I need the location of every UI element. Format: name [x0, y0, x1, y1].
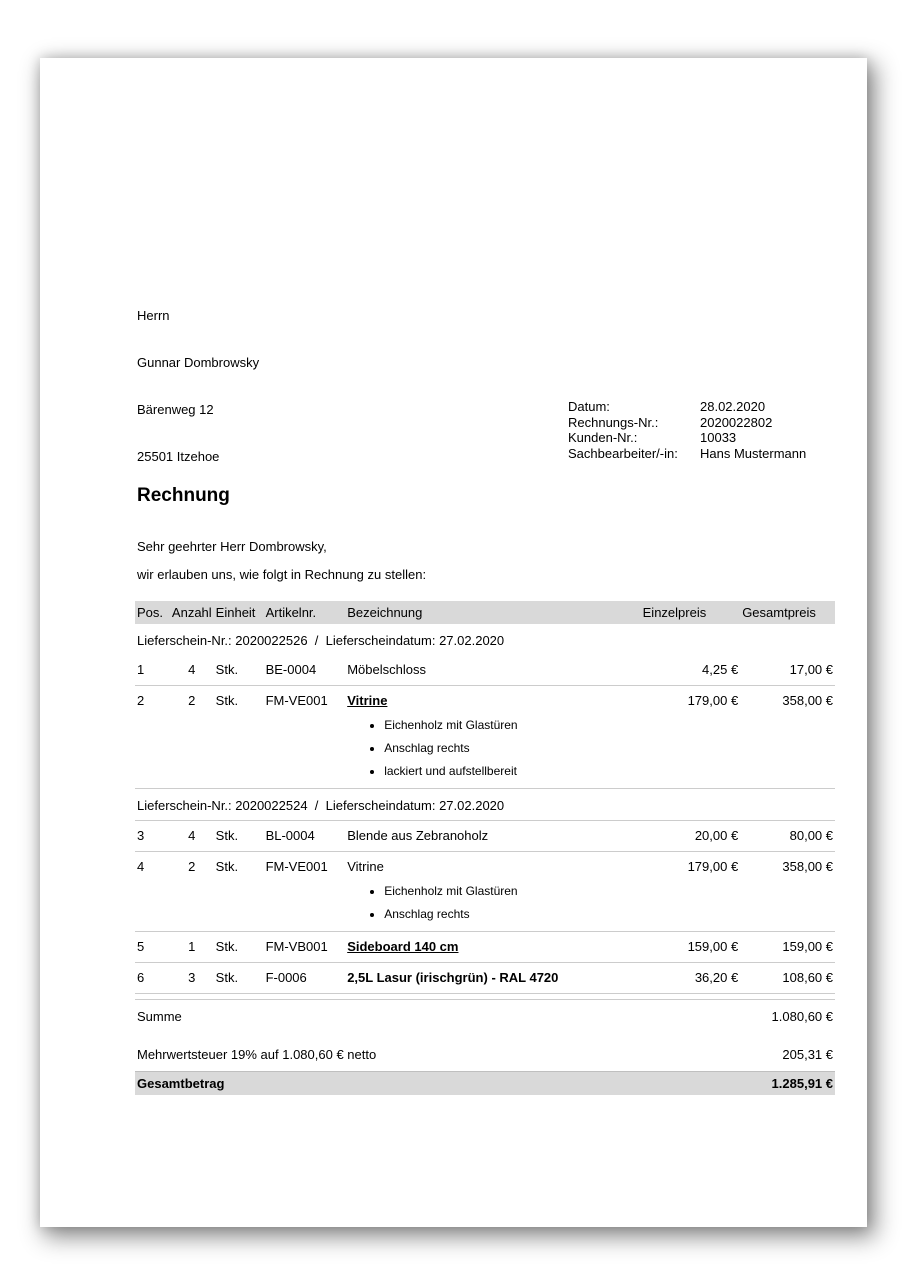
item-option-list: [347, 884, 638, 921]
col-header-einheit: Einheit: [214, 601, 264, 624]
invoice-page: [40, 58, 867, 1227]
meta-value-date: 28.02.2020: [700, 399, 766, 414]
meta-value-invoice-number: 2020022802: [700, 414, 773, 430]
subtotal-label: Summe: [137, 1009, 182, 1024]
table-row: [135, 852, 835, 932]
item-pos: 5: [135, 932, 170, 963]
col-header-pos: Pos.: [135, 601, 170, 624]
col-header-bezeichnung: Bezeichnung: [345, 601, 640, 624]
meta-value-customer-number: 10033: [700, 430, 737, 446]
item-pos: 1: [135, 655, 170, 686]
item-unit: Stk.: [214, 852, 264, 932]
table-row: [135, 655, 835, 686]
delivery-note-text: Lieferschein-Nr.: 2020022524 / Lieferscheindatum: 27.02.2020: [135, 789, 835, 821]
recipient-salutation: Herrn: [137, 308, 170, 324]
item-unit: Stk.: [214, 932, 264, 963]
grand-total-row: [135, 1071, 835, 1095]
recipient-city: 25501 Itzehoe: [137, 448, 220, 464]
meta-label-customer-number: Kunden-Nr.:: [568, 430, 638, 446]
item-qty: 1: [170, 932, 214, 963]
item-unit: Stk.: [214, 963, 264, 994]
col-header-gesamtpreis: Gesamtpreis: [740, 601, 835, 624]
table-row: [135, 821, 835, 852]
item-unit: Stk.: [214, 686, 264, 789]
invoice-items-table: [135, 601, 835, 994]
item-option: • Anschlag rechts: [384, 907, 638, 921]
vat-row: [135, 1045, 835, 1071]
greeting-line: Sehr geehrter Herr Dombrowsky,: [137, 539, 327, 554]
item-unit-price: 4,25 €: [641, 655, 741, 686]
vat-label: Mehrwertsteuer 19% auf 1.080,60 € netto: [137, 1047, 377, 1062]
invoice-meta-block: [568, 399, 806, 461]
item-article-no: FM-VB001: [264, 932, 346, 963]
item-name: Sideboard 140 cm: [347, 939, 459, 954]
table-row: [135, 686, 835, 789]
page-title: Rechnung: [137, 485, 230, 506]
item-total-price: 17,00 €: [740, 655, 835, 686]
table-header-row: [135, 601, 835, 624]
grand-total-label: Gesamtbetrag: [137, 1076, 225, 1091]
item-unit-price: 159,00 €: [641, 932, 741, 963]
recipient-address: [137, 277, 259, 495]
recipient-name: Gunnar Dombrowsky: [137, 354, 260, 370]
grand-total-value: 1.285,91 €: [771, 1076, 833, 1091]
totals-section: [135, 999, 835, 1095]
table-row: [135, 932, 835, 963]
item-pos: 3: [135, 821, 170, 852]
delivery-note-row: [135, 789, 835, 821]
table-row: [135, 963, 835, 994]
item-article-no: BL-0004: [264, 821, 346, 852]
item-unit-price: 179,00 €: [641, 686, 741, 789]
item-name: 2,5L Lasur (irischgrün) - RAL 4720: [347, 970, 559, 985]
item-name: Vitrine: [347, 693, 388, 708]
item-pos: 6: [135, 963, 170, 994]
item-qty: 3: [170, 963, 214, 994]
item-name: Vitrine: [347, 859, 384, 874]
item-unit-price: 36,20 €: [641, 963, 741, 994]
meta-value-clerk: Hans Mustermann: [700, 445, 807, 461]
item-article-no: BE-0004: [264, 655, 346, 686]
item-total-price: 80,00 €: [740, 821, 835, 852]
meta-label-date: Datum:: [568, 399, 610, 414]
item-option-list: [347, 718, 638, 778]
item-unit-price: 20,00 €: [641, 821, 741, 852]
meta-label-invoice-number: Rechnungs-Nr.:: [568, 414, 659, 430]
subtotal-value: 1.080,60 €: [771, 1009, 833, 1024]
col-header-einzelpreis: Einzelpreis: [641, 601, 741, 624]
item-unit: Stk.: [214, 655, 264, 686]
item-article-no: F-0006: [264, 963, 346, 994]
item-article-no: FM-VE001: [264, 852, 346, 932]
item-option: • Eichenholz mit Glastüren: [384, 718, 638, 732]
item-total-price: 159,00 €: [740, 932, 835, 963]
col-header-anzahl: Anzahl: [170, 601, 214, 624]
item-qty: 4: [170, 821, 214, 852]
item-option: • lackiert und aufstellbereit: [384, 764, 638, 778]
item-option: • Eichenholz mit Glastüren: [384, 884, 638, 898]
meta-row-customer-number: [568, 430, 806, 446]
meta-row-clerk: [568, 446, 806, 462]
recipient-street: Bärenweg 12: [137, 401, 214, 417]
item-qty: 4: [170, 655, 214, 686]
item-qty: 2: [170, 686, 214, 789]
item-option: • Anschlag rechts: [384, 741, 638, 755]
meta-row-date: [568, 399, 806, 415]
vat-value: 205,31 €: [782, 1047, 833, 1062]
item-pos: 2: [135, 686, 170, 789]
item-name: Blende aus Zebranoholz: [347, 828, 489, 843]
col-header-artikelnr: Artikelnr.: [264, 601, 346, 624]
item-total-price: 358,00 €: [740, 686, 835, 789]
item-total-price: 108,60 €: [740, 963, 835, 994]
intro-line: wir erlauben uns, wie folgt in Rechnung zu stellen:: [137, 567, 427, 582]
item-article-no: FM-VE001: [264, 686, 346, 789]
delivery-note-text: Lieferschein-Nr.: 2020022526 / Lieferscheindatum: 27.02.2020: [137, 633, 505, 648]
subtotal-row: [135, 999, 835, 1032]
meta-row-invoice-number: [568, 415, 806, 431]
item-name: Möbelschloss: [347, 662, 426, 677]
item-unit-price: 179,00 €: [641, 852, 741, 932]
item-total-price: 358,00 €: [740, 852, 835, 932]
item-qty: 2: [170, 852, 214, 932]
invoice-body: [135, 601, 835, 1095]
item-unit: Stk.: [214, 821, 264, 852]
item-pos: 4: [135, 852, 170, 932]
meta-label-clerk: Sachbearbeiter/-in:: [568, 445, 678, 461]
delivery-note-row: [135, 624, 835, 655]
